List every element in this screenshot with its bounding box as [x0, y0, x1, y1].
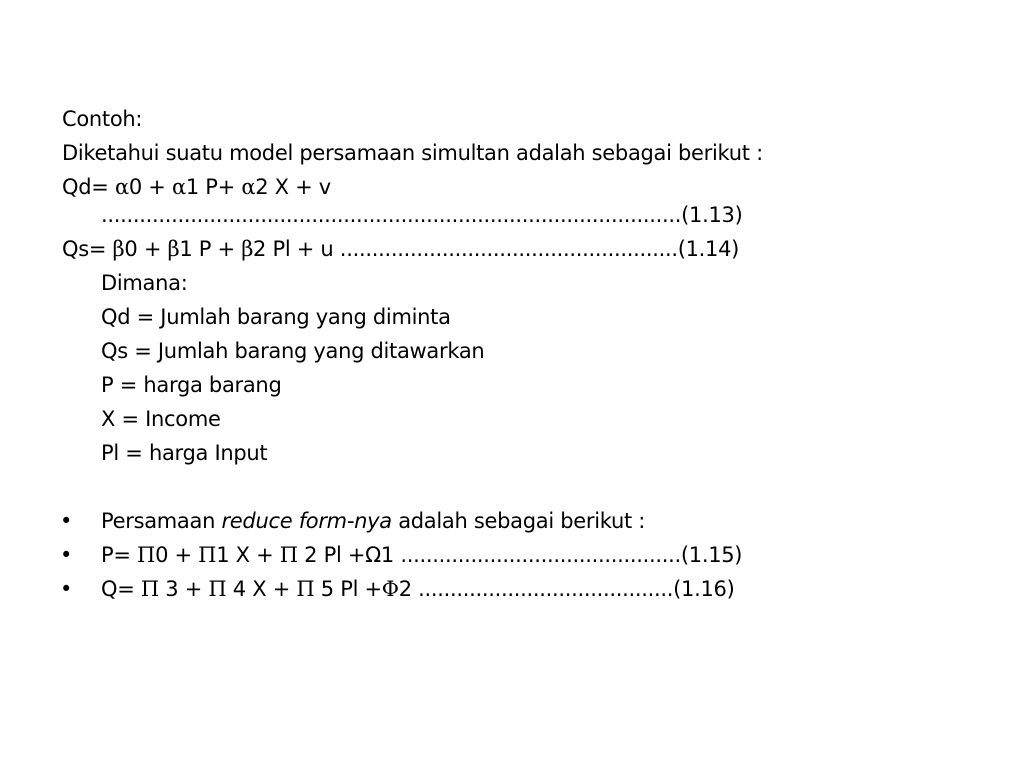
italic-term: reduce form-nya: [221, 509, 392, 533]
bullet-text-part: adalah sebagai berikut :: [391, 509, 646, 533]
pi-symbol: Π: [296, 577, 315, 601]
heading-text: Contoh:: [62, 107, 143, 131]
alpha-symbol: α: [241, 175, 256, 199]
pi-symbol: Π: [208, 577, 227, 601]
definition-text: Qd = Jumlah barang yang diminta: [101, 305, 451, 329]
equation-supply: [62, 233, 739, 265]
definition-line: [101, 437, 267, 469]
bullet-text-part: 2 Pl +Ω1 ............................................(1.15): [297, 543, 743, 567]
eq-text: 0 +: [128, 175, 172, 199]
pi-symbol: Π: [140, 577, 159, 601]
bullet-text: [101, 573, 735, 605]
bullet-text-part: 1 X +: [216, 543, 280, 567]
eq-ref-text: ...........................................................................................(1.13): [101, 203, 743, 227]
beta-symbol: β: [112, 237, 125, 261]
definition-line: [101, 267, 187, 299]
bullet-text-part: 4 X +: [226, 577, 297, 601]
bullet-mark: •: [60, 509, 73, 533]
beta-symbol: β: [167, 237, 180, 261]
phi-symbol: Φ: [381, 577, 399, 601]
eq-text: 0 +: [124, 237, 168, 261]
bullet-text-part: 3 +: [158, 577, 209, 601]
intro-line: [62, 137, 763, 169]
heading: [62, 103, 142, 135]
intro-text: Diketahui suatu model persamaan simultan adalah sebagai berikut :: [62, 141, 763, 165]
alpha-symbol: α: [114, 175, 129, 199]
bullet-mark: •: [60, 543, 73, 567]
bullet-text-part: 0 +: [155, 543, 199, 567]
definition-line: [101, 369, 281, 401]
definition-line: [101, 403, 221, 435]
definition-text: X = Income: [101, 407, 221, 431]
bullet-text-part: P=: [101, 543, 138, 567]
bullet-text-part: Q=: [101, 577, 141, 601]
bullet-text: [101, 539, 742, 571]
pi-symbol: Π: [137, 543, 156, 567]
bullet-text-part: 2 ........................................(1.16): [398, 577, 735, 601]
pi-symbol: Π: [279, 543, 298, 567]
definition-text: Dimana:: [101, 271, 188, 295]
equation-demand-reference: [101, 199, 743, 231]
definition-line: [101, 335, 484, 367]
eq-text: 1 P+: [185, 175, 242, 199]
eq-text: 2 X + v: [255, 175, 331, 199]
bullet-text: [101, 505, 645, 537]
bullet-mark: •: [60, 577, 73, 601]
eq-text: Qd=: [62, 175, 115, 199]
alpha-symbol: α: [171, 175, 186, 199]
bullet-text-part: Persamaan: [101, 509, 222, 533]
definition-text: Pl = harga Input: [101, 441, 268, 465]
pi-symbol: Π: [198, 543, 217, 567]
eq-text: 1 P +: [179, 237, 242, 261]
definition-text: P = harga barang: [101, 373, 282, 397]
bullet-text-part: 5 Pl +: [314, 577, 382, 601]
eq-text: 2 Pl + u .....................................................(1.14): [253, 237, 740, 261]
eq-text: Qs=: [62, 237, 113, 261]
definition-line: [101, 301, 451, 333]
beta-symbol: β: [241, 237, 254, 261]
definition-text: Qs = Jumlah barang yang ditawarkan: [101, 339, 485, 363]
